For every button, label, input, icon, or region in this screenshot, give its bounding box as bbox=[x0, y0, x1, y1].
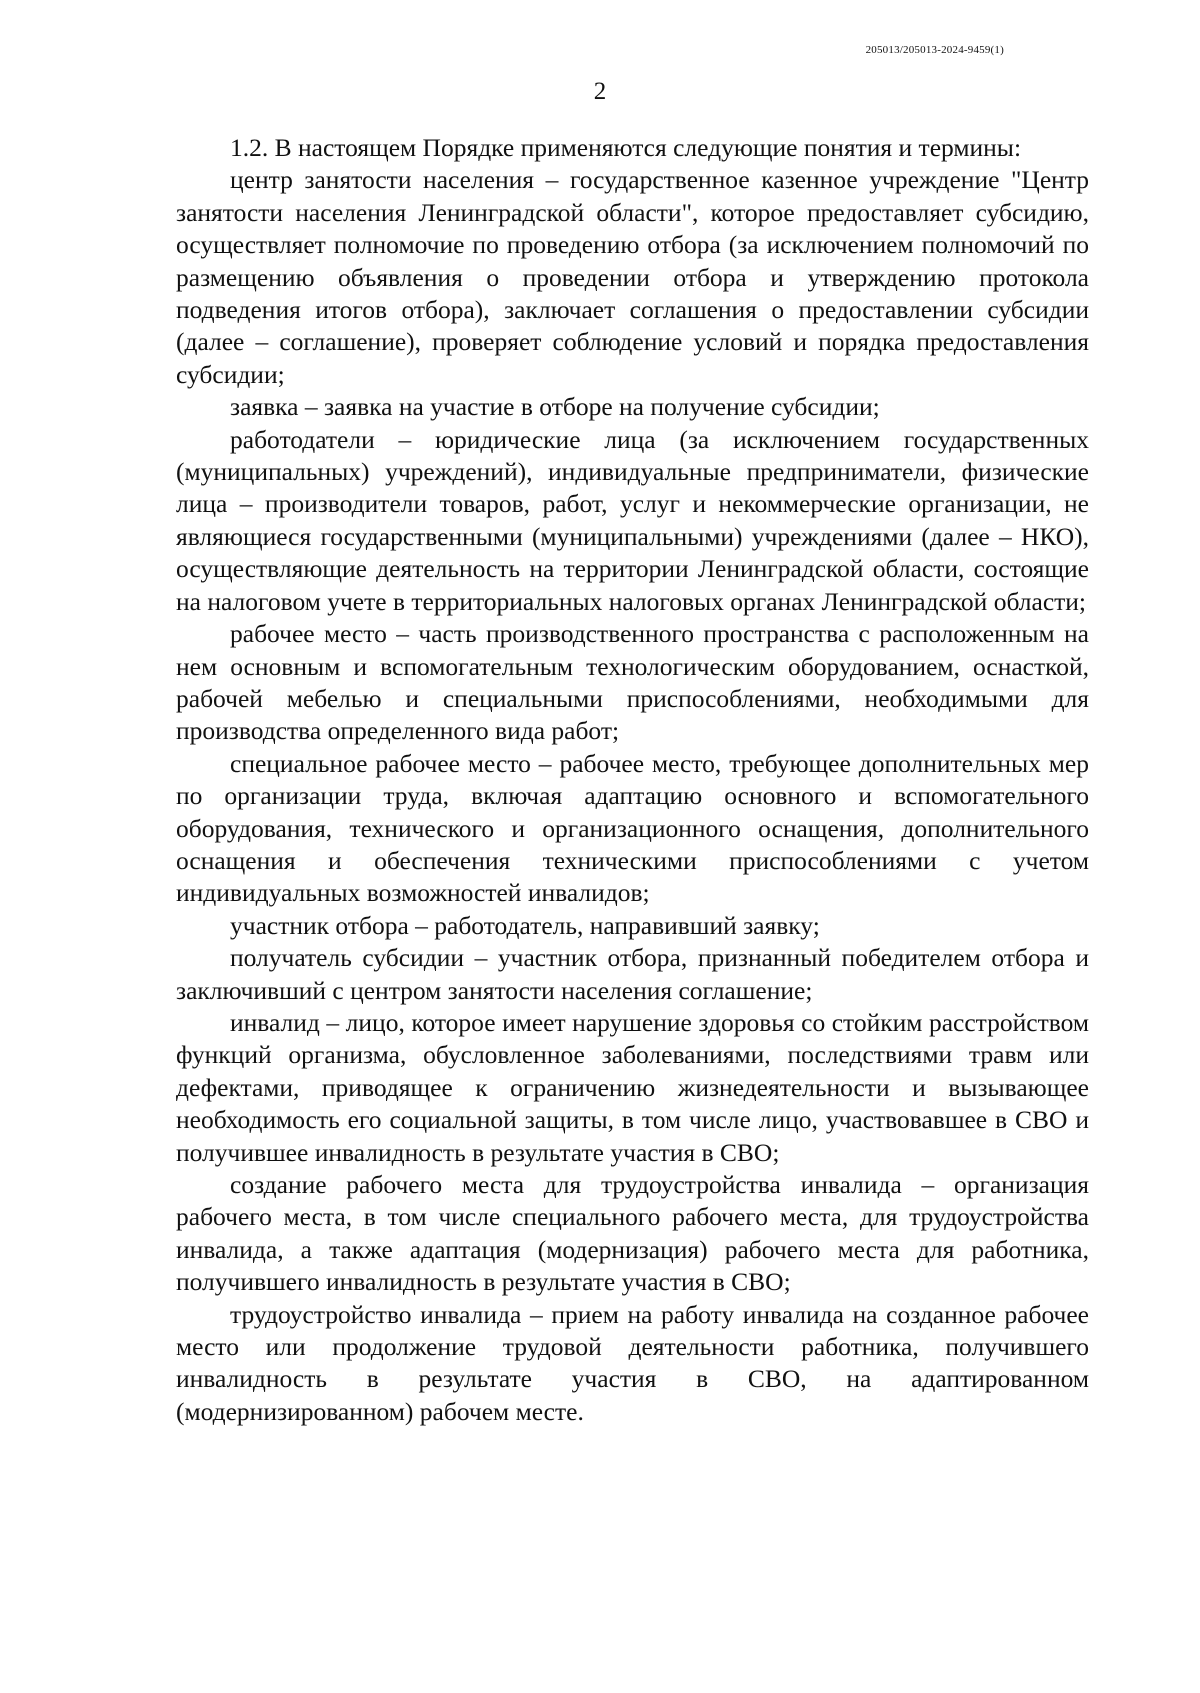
paragraph-disabled-person: инвалид – лицо, которое имеет нарушение здоровья со стойким расстройством функций организма, обусловленное заболеваниями, последствиями травм или дефектами, приводящее к ограничению жизнедеятельности и вызывающее необходимость его социальной защиты, в том числе лицо, участвовавшее в СВО и получившее инвалидность в результате участия в СВО; bbox=[176, 1007, 1089, 1167]
document-id: 205013/205013-2024-9459(1) bbox=[865, 44, 1004, 56]
paragraph-subsidy-recipient: получатель субсидии – участник отбора, признанный победителем отбора и заключивший с центром занятости населения соглашение; bbox=[176, 943, 1089, 1005]
paragraph-1-2-intro: 1.2. В настоящем Порядке применяются следующие понятия и термины: bbox=[230, 133, 1022, 162]
paragraph-selection-participant: участник отбора – работодатель, направивший заявку; bbox=[230, 910, 820, 940]
paragraph-workplace-creation: создание рабочего места для трудоустройства инвалида – организация рабочего места, в том числе специального рабочего места, для трудоустройства инвалида, а также адаптация (модернизация) рабочего места для работника, получившего инвалидность в результате участия в СВО; bbox=[176, 1170, 1089, 1297]
paragraph-employment-of-disabled: трудоустройство инвалида – прием на работу инвалида на созданное рабочее место или продолжение трудовой деятельности работника, получившего инвалидность в результате участия в СВО, на адаптированном (модернизированном) рабочем месте. bbox=[176, 1299, 1089, 1426]
paragraph-employers: работодатели – юридические лица (за исключением государственных (муниципальных) учреждений), индивидуальные предприниматели, физические лица – производители товаров, работ, услуг и некоммерческие организации, не являющиеся государственными (муниципальными) учреждениями (далее – НКО), осуществляющие деятельность на территории Ленинградской области, состоящие на налоговом учете в территориальных налоговых органах Ленинградской области; bbox=[176, 424, 1089, 616]
paragraph-special-workplace: специальное рабочее место – рабочее место, требующее дополнительных мер по организации труда, включая адаптацию основного и вспомогательного оборудования, технического и организационного оснащения, дополнительного оснащения и обеспечения техническими приспособлениями с учетом индивидуальных возможностей инвалидов; bbox=[176, 748, 1089, 908]
paragraph-workplace: рабочее место – часть производственного пространства с расположенным на нем основным и вспомогательным технологическим оборудованием, оснасткой, рабочей мебелью и специальными приспособлениями, необходимыми для производства определенного вида работ; bbox=[176, 619, 1089, 746]
paragraph-application: заявка – заявка на участие в отборе на получение субсидии; bbox=[230, 392, 880, 422]
document-body bbox=[176, 132, 1089, 1428]
paragraph-employment-center: центр занятости населения – государственное казенное учреждение "Центр занятости населения Ленинградской области", которое предоставляет субсидию, осуществляет полномочие по проведению отбора (за исключением полномочий по размещению объявления о проведении отбора и утверждению протокола подведения итогов отбора), заключает соглашения о предоставлении субсидии (далее – соглашение), проверяет соблюдение условий и порядка предоставления субсидии; bbox=[176, 165, 1089, 389]
page-number: 2 bbox=[593, 78, 607, 105]
